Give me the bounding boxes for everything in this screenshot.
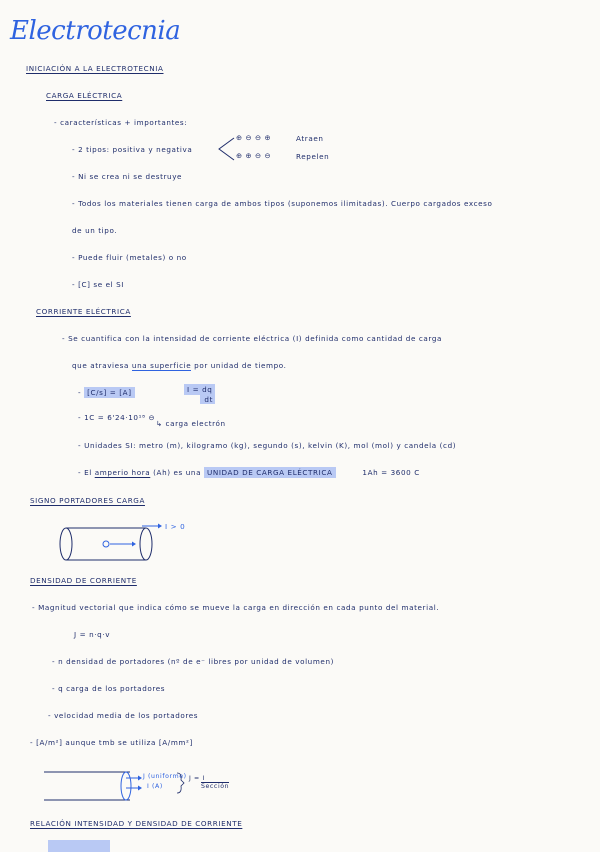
text-carga-electron: ↳ carga electrón (156, 419, 226, 428)
text-todos-materiales: - Todos los materiales tienen carga de ambos tipos (suponemos ilimitadas). Cuerpo cargados exceso (72, 199, 493, 208)
text-un-culombio: - 1C = 6'24·10¹⁸ ⊖ (78, 413, 156, 422)
label-i-amperios: I (A) (147, 783, 163, 790)
formula-j-seccion (189, 775, 229, 790)
brace-icon (216, 136, 236, 162)
text-que-atraviesa-a: que atraviesa (72, 361, 130, 370)
text-n-densidad: - n densidad de portadores (nº de e⁻ libres por unidad de volumen) (52, 657, 335, 666)
text-por-unidad-tiempo: por unidad de tiempo. (194, 361, 287, 370)
text-puede-fluir: - Puede fluir (metales) o no (72, 253, 187, 262)
label-j-uniforme: J (uniforme) (143, 773, 187, 780)
section-heading-iniciacion: INICIACIÓN A LA ELECTROTECNIA (26, 64, 164, 73)
formula-j-seccion-den: Sección (201, 783, 230, 790)
label-repelen: Repelen (296, 152, 330, 161)
label-atraen: Atraen (296, 134, 324, 143)
text-es-una: (Ah) es una (153, 468, 202, 477)
formula-j-seccion-num: J = I (189, 775, 205, 782)
formula-intensidad-num: I = dq (184, 384, 215, 395)
highlight-unidad-carga: UNIDAD DE CARGA ELÉCTRICA (204, 467, 336, 478)
text-carga-electron-label: carga electrón (165, 419, 226, 428)
symbols-atraen: ⊕ ⊖ ⊖ ⊕ (236, 133, 272, 142)
text-amperio-hora-term: amperio hora (94, 468, 151, 477)
formula-intensidad (184, 385, 215, 404)
text-de-un-tipo: de un tipo. (72, 226, 118, 235)
text-amperio-hora (78, 468, 420, 477)
symbols-repelen: ⊕ ⊕ ⊖ ⊖ (236, 151, 272, 160)
conductor-cylinder-diagram (58, 518, 238, 568)
text-un-culombio-val: - 1C = 6'24·10¹⁸ (78, 413, 146, 422)
text-units-am2: - [A/m²] aunque tmb se utiliza [A/mm²] (30, 738, 193, 747)
highlight-units-cs: [C/s] = [A] (84, 387, 135, 398)
text-magnitud-vectorial: - Magnitud vectorial que indica cómo se mueve la carga en dirección en cada punto del material. (32, 603, 440, 612)
text-el: - El (78, 468, 92, 477)
text-que-atraviesa (72, 361, 287, 370)
text-q-carga: - q carga de los portadores (52, 684, 166, 693)
text-ah-equivalence: 1Ah = 3600 C (362, 468, 420, 477)
highlight-cutoff (48, 840, 110, 852)
heading-densidad-corriente: DENSIDAD DE CORRIENTE (30, 576, 137, 585)
text-una-superficie: una superficie (131, 361, 192, 370)
heading-signo-portadores: SIGNO PORTADORES CARGA (30, 496, 145, 505)
heading-relacion: RELACIÓN INTENSIDAD Y DENSIDAD DE CORRIENTE (30, 819, 243, 828)
page-title: Electrotecnia (10, 16, 181, 46)
formula-j: J = n·q·v (74, 630, 111, 639)
text-unidades-si: - Unidades SI: metro (m), kilogramo (kg), segundo (s), kelvin (K), mol (mol) y candela (cd) (78, 441, 457, 450)
heading-corriente-electrica: CORRIENTE ELÉCTRICA (36, 307, 131, 316)
heading-carga-electrica: CARGA ELÉCTRICA (46, 91, 123, 100)
text-dos-tipos: - 2 tipos: positiva y negativa (72, 145, 193, 154)
formula-intensidad-den: dt (200, 394, 215, 404)
label-i-mayor-cero: I > 0 (165, 522, 186, 531)
brace-right-icon (176, 772, 184, 794)
text-caracteristicas: - características + importantes: (54, 118, 188, 127)
text-intensidad-def: - Se cuantifica con la intensidad de corriente eléctrica (I) definida como cantidad de carga (62, 334, 443, 343)
text-unidad-culombio: - [C] se el SI (72, 280, 125, 289)
text-units-cs: - [C/s] = [A] (78, 388, 135, 397)
text-v-velocidad: - velocidad media de los portadores (48, 711, 199, 720)
text-ni-se-crea: - Ni se crea ni se destruye (72, 172, 183, 181)
